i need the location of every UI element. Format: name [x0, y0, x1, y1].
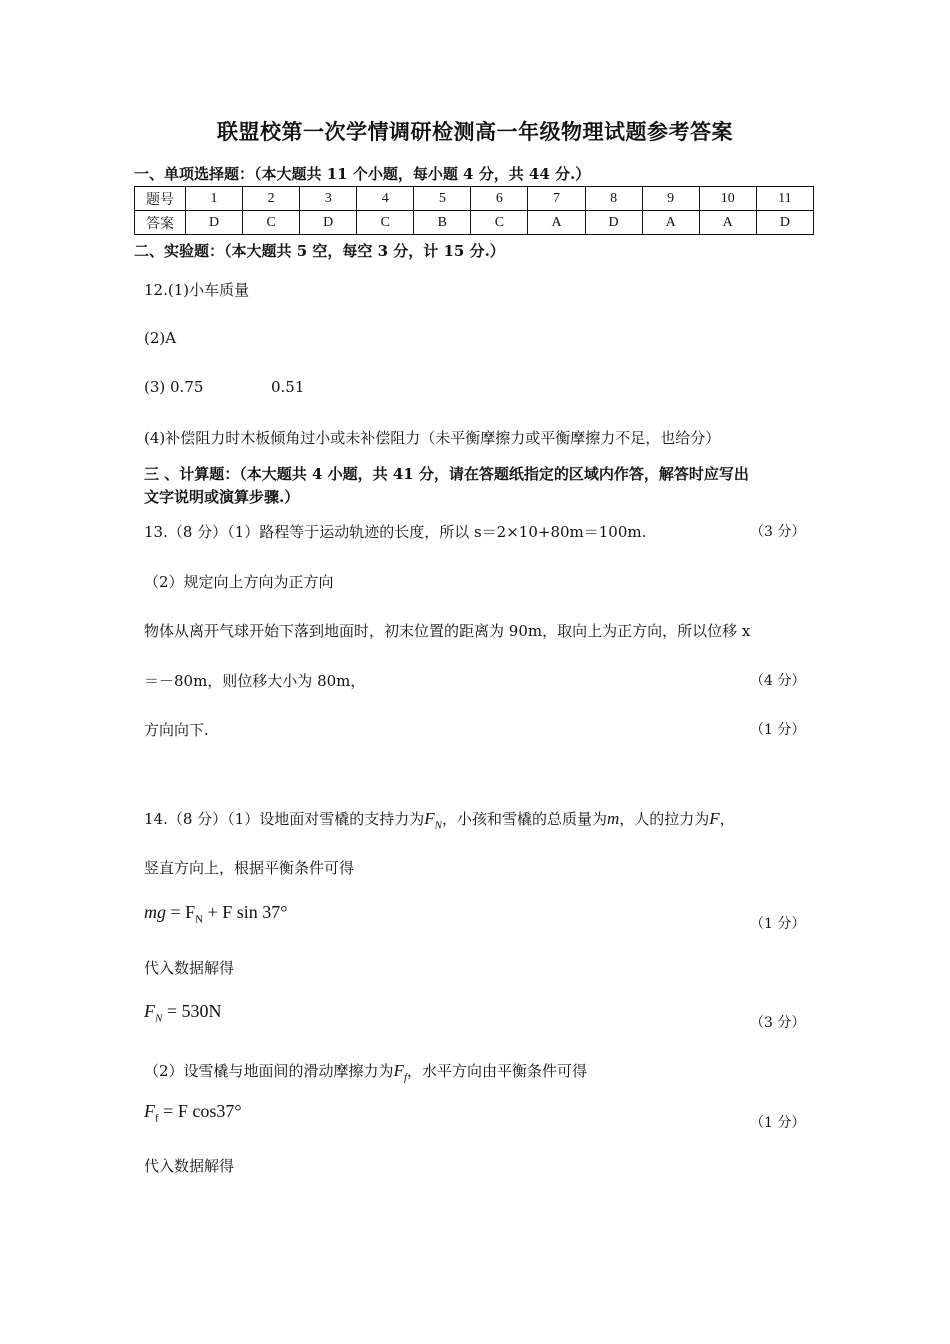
symbol-m: m — [606, 809, 620, 828]
table-cell: 11 — [756, 187, 813, 211]
table-cell: 4 — [357, 187, 414, 211]
table-cell: 6 — [471, 187, 528, 211]
section-3-heading-line1: 三 、计算题：（本大题共 4 小题，共 41 分，请在答题纸指定的区域内作答，解答时应写出 — [144, 465, 749, 483]
q14-line1-text-a: 14.（8 分）（1）设地面对雪橇的支持力为 — [144, 810, 425, 828]
table-cell: 10 — [699, 187, 756, 211]
q14-line1-text-d: ， — [719, 810, 735, 828]
q14-line1-text-b: ，小孩和雪橇的总质量为 — [441, 810, 607, 828]
table-cell: 1 — [186, 187, 243, 211]
symbol-F: F — [393, 1061, 404, 1080]
eq1-sub: N — [195, 913, 204, 926]
symbol-FN — [424, 809, 442, 832]
table-cell: D — [186, 211, 243, 235]
q14-points-eq1: （1 分） — [750, 916, 806, 932]
symbol-F-pull: F — [709, 809, 720, 828]
eq1-lhs: mg — [144, 902, 166, 922]
q14-part2-text-a: （2）设雪橇与地面间的滑动摩擦力为 — [144, 1062, 394, 1080]
q14-part2-text-b: ，水平方向由平衡条件可得 — [407, 1062, 588, 1080]
answer-table — [134, 186, 814, 235]
q13-points1: （3 分） — [750, 524, 806, 540]
q13-points4: （4 分） — [750, 673, 806, 689]
q14-substitute-2: 代入数据解得 — [144, 1157, 235, 1175]
q12-part1: 12.(1)小车质量 — [144, 281, 250, 299]
eq3-sub: f — [155, 1112, 159, 1125]
eq2-F: F — [144, 1001, 155, 1021]
equation-1 — [144, 902, 288, 926]
equation-2 — [144, 1001, 222, 1025]
q14-part2 — [144, 1060, 587, 1083]
q13-points5: （1 分） — [750, 722, 806, 738]
section-1-heading: 一、单项选择题：（本大题共 11 个小题，每小题 4 分，共 44 分.） — [134, 165, 591, 183]
row-header-number: 题号 — [135, 187, 186, 211]
page-title: 联盟校第一次学情调研检测高一年级物理试题参考答案 — [217, 119, 733, 144]
q13-line3: 物体从离开气球开始下落到地面时，初末位置的距离为 90m，取向上为正方向，所以位移 x — [144, 622, 751, 640]
symbol-Ff — [393, 1061, 407, 1084]
table-cell: D — [300, 211, 357, 235]
table-cell: A — [528, 211, 585, 235]
q12-part3-value1: (3) 0.75 — [144, 378, 204, 396]
q14-substitute-1: 代入数据解得 — [144, 959, 235, 977]
q13-line4: ＝－80m，则位移大小为 80m， — [144, 672, 366, 690]
q14-line1-text-c: ，人的拉力为 — [619, 810, 710, 828]
table-row-numbers — [135, 187, 814, 211]
table-cell: D — [585, 211, 642, 235]
table-row-answers — [135, 211, 814, 235]
symbol-F: F — [424, 809, 435, 828]
eq2-tail: = 530N — [162, 1001, 222, 1021]
table-cell: B — [414, 211, 471, 235]
table-cell: A — [642, 211, 699, 235]
symbol-sub: N — [434, 819, 442, 832]
symbol-sub: f — [403, 1071, 407, 1084]
q14-line1 — [144, 808, 735, 831]
q14-line2: 竖直方向上，根据平衡条件可得 — [144, 859, 355, 877]
table-cell: 7 — [528, 187, 585, 211]
table-cell: 2 — [243, 187, 300, 211]
row-header-answer: 答案 — [135, 211, 186, 235]
eq1-mid: = F — [166, 902, 196, 922]
table-cell: 3 — [300, 187, 357, 211]
q13-line5: 方向向下. — [144, 721, 209, 739]
eq3-F: F — [144, 1101, 155, 1121]
equation-3 — [144, 1101, 242, 1125]
table-cell: C — [471, 211, 528, 235]
table-cell: 8 — [585, 187, 642, 211]
q13-line2: （2）规定向上方向为正方向 — [144, 573, 334, 591]
eq2-sub: N — [155, 1012, 163, 1025]
q12-part4: (4)补偿阻力时木板倾角过小或未补偿阻力（未平衡摩擦力或平衡摩擦力不足，也给分） — [144, 429, 721, 447]
q14-points-eq3: （1 分） — [750, 1115, 806, 1131]
q13-line1: 13.（8 分）（1）路程等于运动轨迹的长度，所以 s＝2×10+80m＝100m. — [144, 523, 647, 541]
section-3-heading-line2: 文字说明或演算步骤.） — [144, 488, 300, 506]
q12-part3-value2: 0.51 — [271, 378, 305, 396]
eq3-tail: = F cos37° — [158, 1101, 242, 1121]
q14-points-eq2: （3 分） — [750, 1015, 806, 1031]
section-2-heading: 二、实验题：（本大题共 5 空，每空 3 分，计 15 分.） — [134, 242, 505, 260]
table-cell: 5 — [414, 187, 471, 211]
table-cell: C — [357, 211, 414, 235]
q12-part2: (2)A — [144, 329, 177, 347]
table-cell: A — [699, 211, 756, 235]
eq1-tail: + F sin 37° — [203, 902, 288, 922]
table-cell: 9 — [642, 187, 699, 211]
table-cell: D — [756, 211, 813, 235]
table-cell: C — [243, 211, 300, 235]
